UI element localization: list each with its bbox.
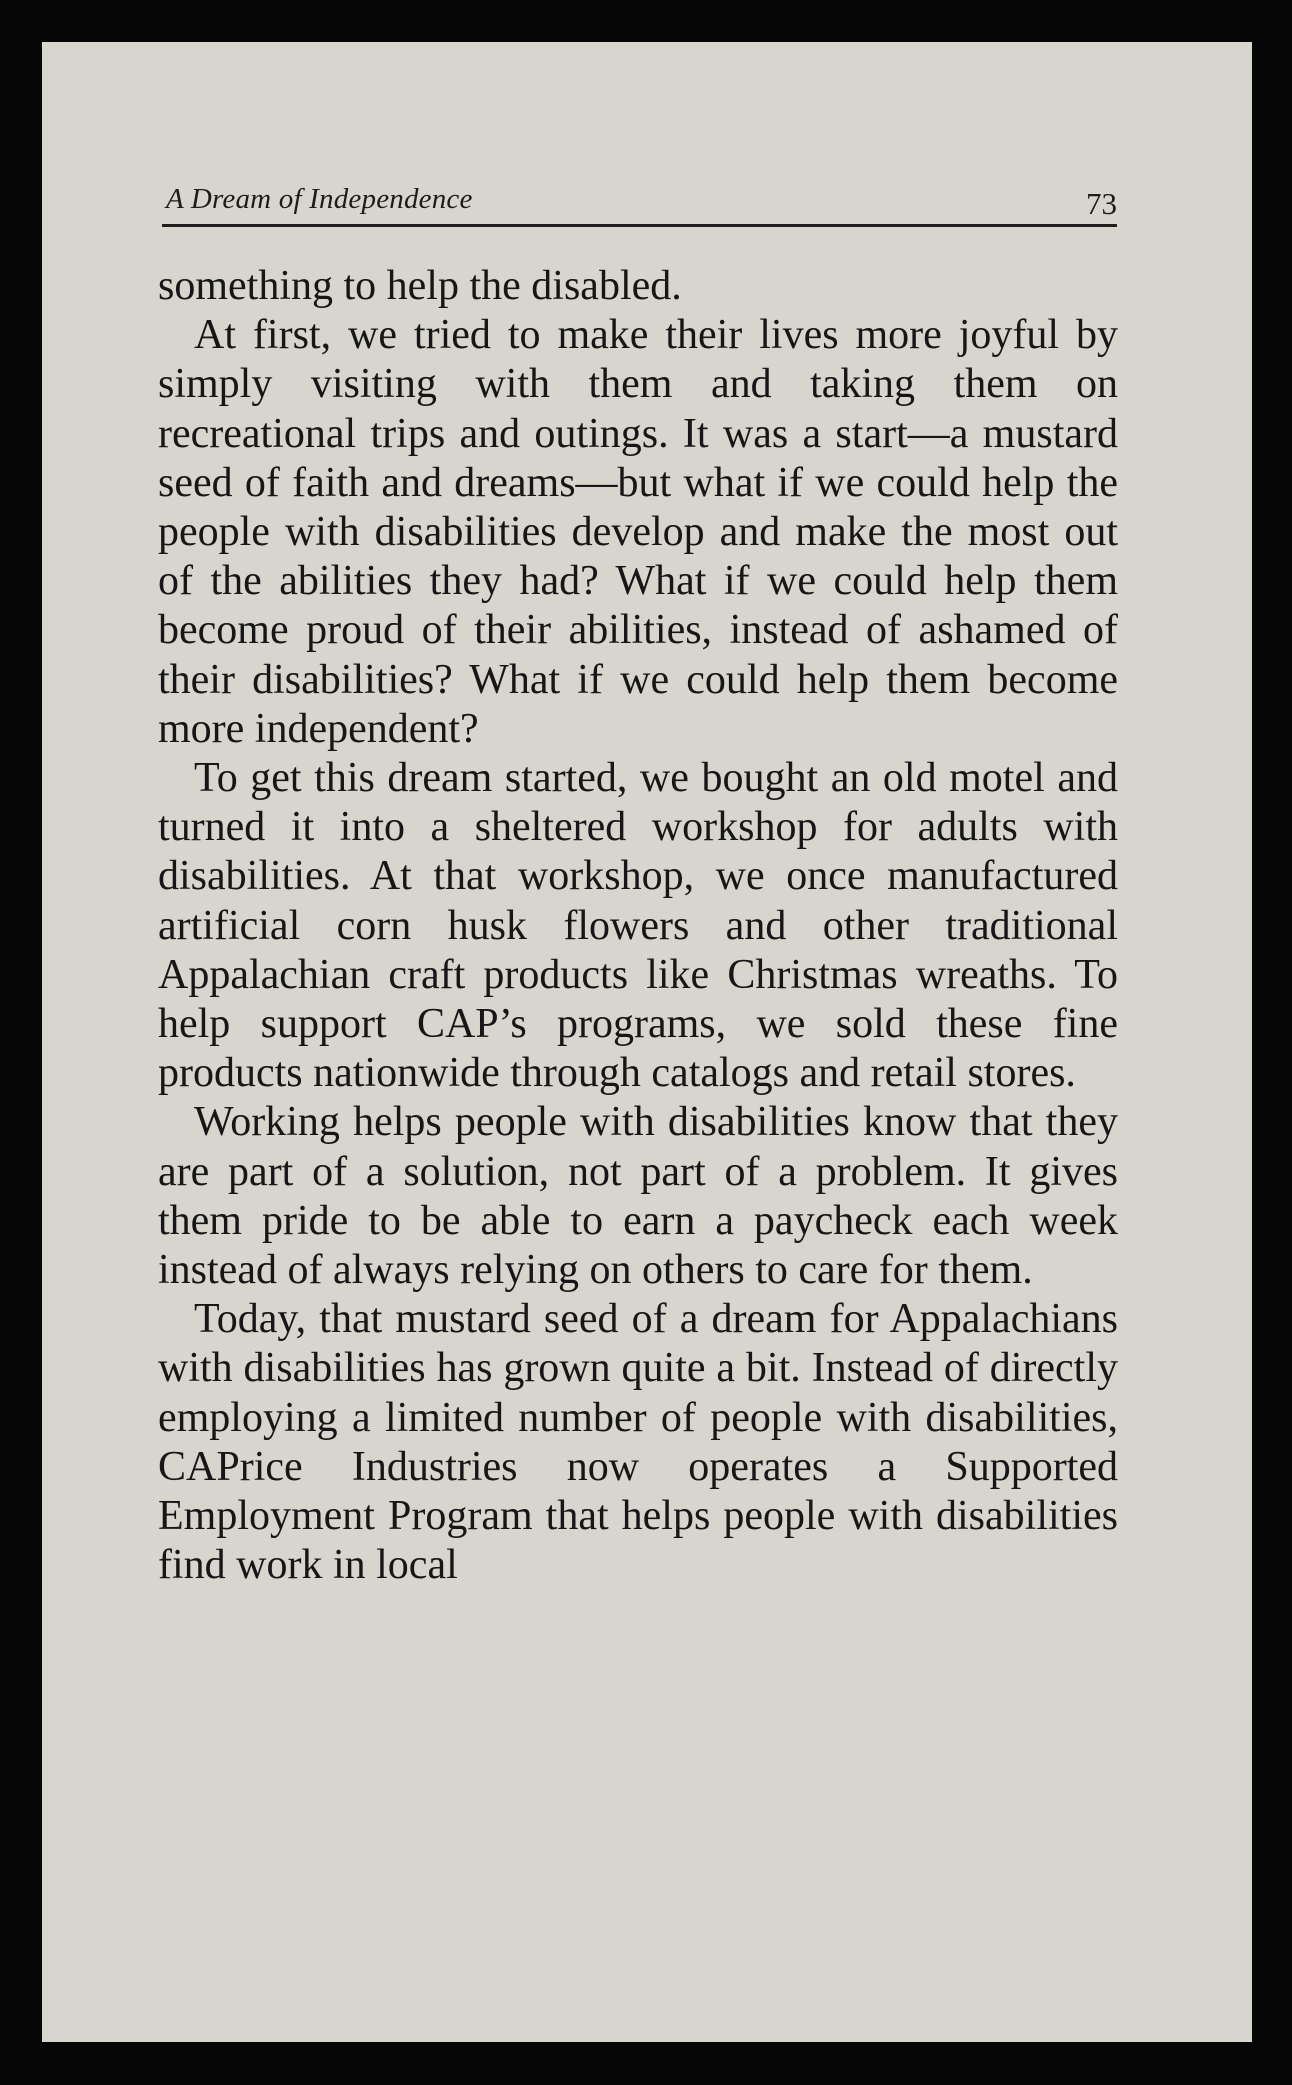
running-title: A Dream of Independence — [166, 183, 473, 215]
body-text — [158, 262, 1118, 1590]
paragraph: At first, we tried to make their lives more joyful by simply visiting with them and taking them on recreational trips and outings. It was a start—a mustard seed of faith and dreams—but what if we could help the people with disabilities develop and make the most out of the abilities they had? What if we could help them become proud of their abilities, instead of ashamed of their disabilities? What if we could help them become more independent? — [158, 312, 1118, 752]
paragraph: Working helps people with disabilities know that they are part of a solution, not part of a problem. It gives them pride to be able to earn a paycheck each week instead of always relying on others to care for them. — [158, 1099, 1118, 1294]
book-page — [42, 42, 1252, 2042]
running-header — [162, 172, 1117, 227]
paragraph: Today, that mustard seed of a dream for Appalachians with disabilities has grown quite a bit. Instead of directly employing a limited number of people with disabilities, CAPrice Industries now operates a Supported Employment Program that helps people with disabilities find work in local — [158, 1296, 1118, 1589]
paragraph: To get this dream started, we bought an old motel and turned it into a sheltered workshop for adults with disabilities. At that workshop, we once manufactured artificial corn husk flowers and other traditional Appalachian craft products like Christmas wreaths. To help support CAP’s programs, we sold these fine products nationwide through catalogs and retail stores. — [158, 755, 1118, 1097]
paragraph-continuation: something to help the disabled. — [158, 263, 682, 309]
page-number: 73 — [1086, 186, 1117, 221]
